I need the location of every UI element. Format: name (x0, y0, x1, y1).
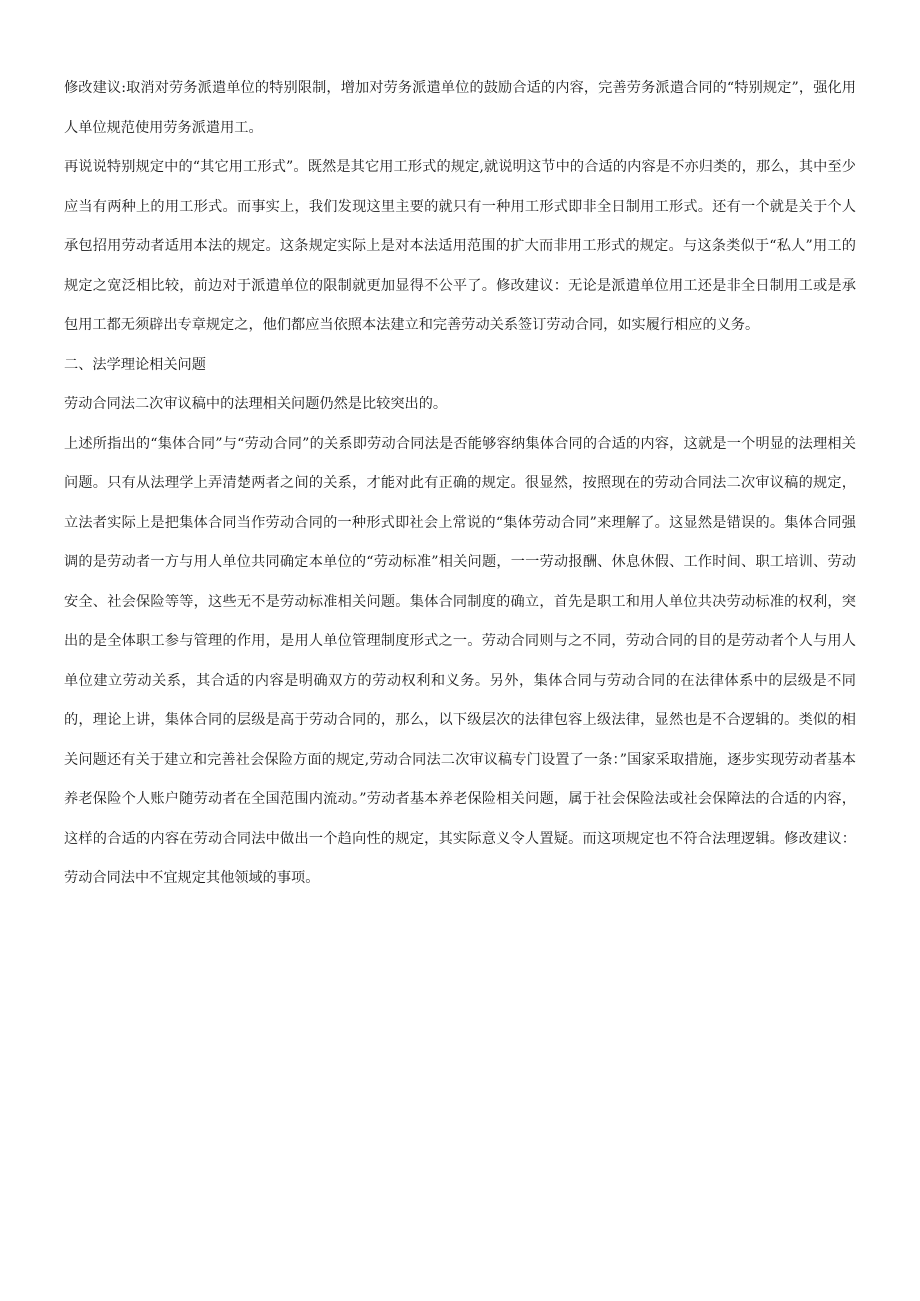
paragraph-collective-contract: 上述所指出的“集体合同”与“劳动合同”的关系即劳动合同法是否能够容纳集体合同的合适的内容，这就是一个明显的法理相关问题。只有从法理学上弄清楚两者之间的关系，才能对此有正确的规定。很显然，按照现在的劳动合同法二次审议稿的规定，立法者实际上是把集体合同当作劳动合同的一种形式即社会上常说的“集体劳动合同”来理解了。这显然是错误的。集体合同强调的是劳动者一方与用人单位共同确定本单位的“劳动标准”相关问题，一一劳动报酬、休息休假、工作时间、职工培训、劳动安全、社会保险等等，这些无不是劳动标准相关问题。集体合同制度的确立，首先是职工和用人单位共决劳动标准的权利，突出的是全体职工参与管理的作用，是用人单位管理制度形式之一。劳动合同则与之不同，劳动合同的目的是劳动者个人与用人单位建立劳动关系，其合适的内容是明确双方的劳动权利和义务。另外，集体合同与劳动合同的在法律体系中的层级是不同的，理论上讲，集体合同的层级是高于劳动合同的，那么，以下级层次的法律包容上级法律，显然也是不合逻辑的。类似的相关问题还有关于建立和完善社会保险方面的规定,劳动合同法二次审议稿专门设置了一条：”国家采取措施，逐步实现劳动者基本养老保险个人账户随劳动者在全国范围内流动。”劳动者基本养老保险相关问题，属于社会保险法或社会保障法的合适的内容，这样的合适的内容在劳动合同法中做出一个趋向性的规定，其实际意义令人置疑。而这项规定也不符合法理逻辑。修改建议：劳动合同法中不宜规定其他领域的事项。 (64, 435, 856, 886)
paragraph-revision-suggestion: 修改建议:取消对劳务派遣单位的特别限制，增加对劳务派遣单位的鼓励合适的内容，完善劳务派遣合同的“特别规定”，强化用人单位规范使用劳务派遣用工。 (64, 80, 856, 136)
section-heading-legal-theory: 二、法学理论相关问题 (64, 356, 206, 373)
paragraph-legal-theory-intro: 劳动合同法二次审议稿中的法理相关问题仍然是比较突出的。 (64, 396, 448, 412)
paragraph-other-employment-forms: 再说说特别规定中的“其它用工形式”。既然是其它用工形式的规定,就说明这节中的合适的内容是不亦归类的，那么，其中至少应当有两种上的用工形式。而事实上，我们发现这里主要的就只有一种用工形式即非全日制用工形式。还有一个就是关于个人承包招用劳动者适用本法的规定。这条规定实际上是对本法适用范围的扩大而非用工形式的规定。与这条类似于“私人”用工的规定之宽泛相比较，前边对于派遣单位的限制就更加显得不公平了。修改建议：无论是派遣单位用工还是非全日制用工或是承包用工都无须辟出专章规定之，他们都应当依照本法建立和完善劳动关系签订劳动合同，如实履行相应的义务。 (64, 159, 856, 333)
document-body (64, 69, 856, 899)
